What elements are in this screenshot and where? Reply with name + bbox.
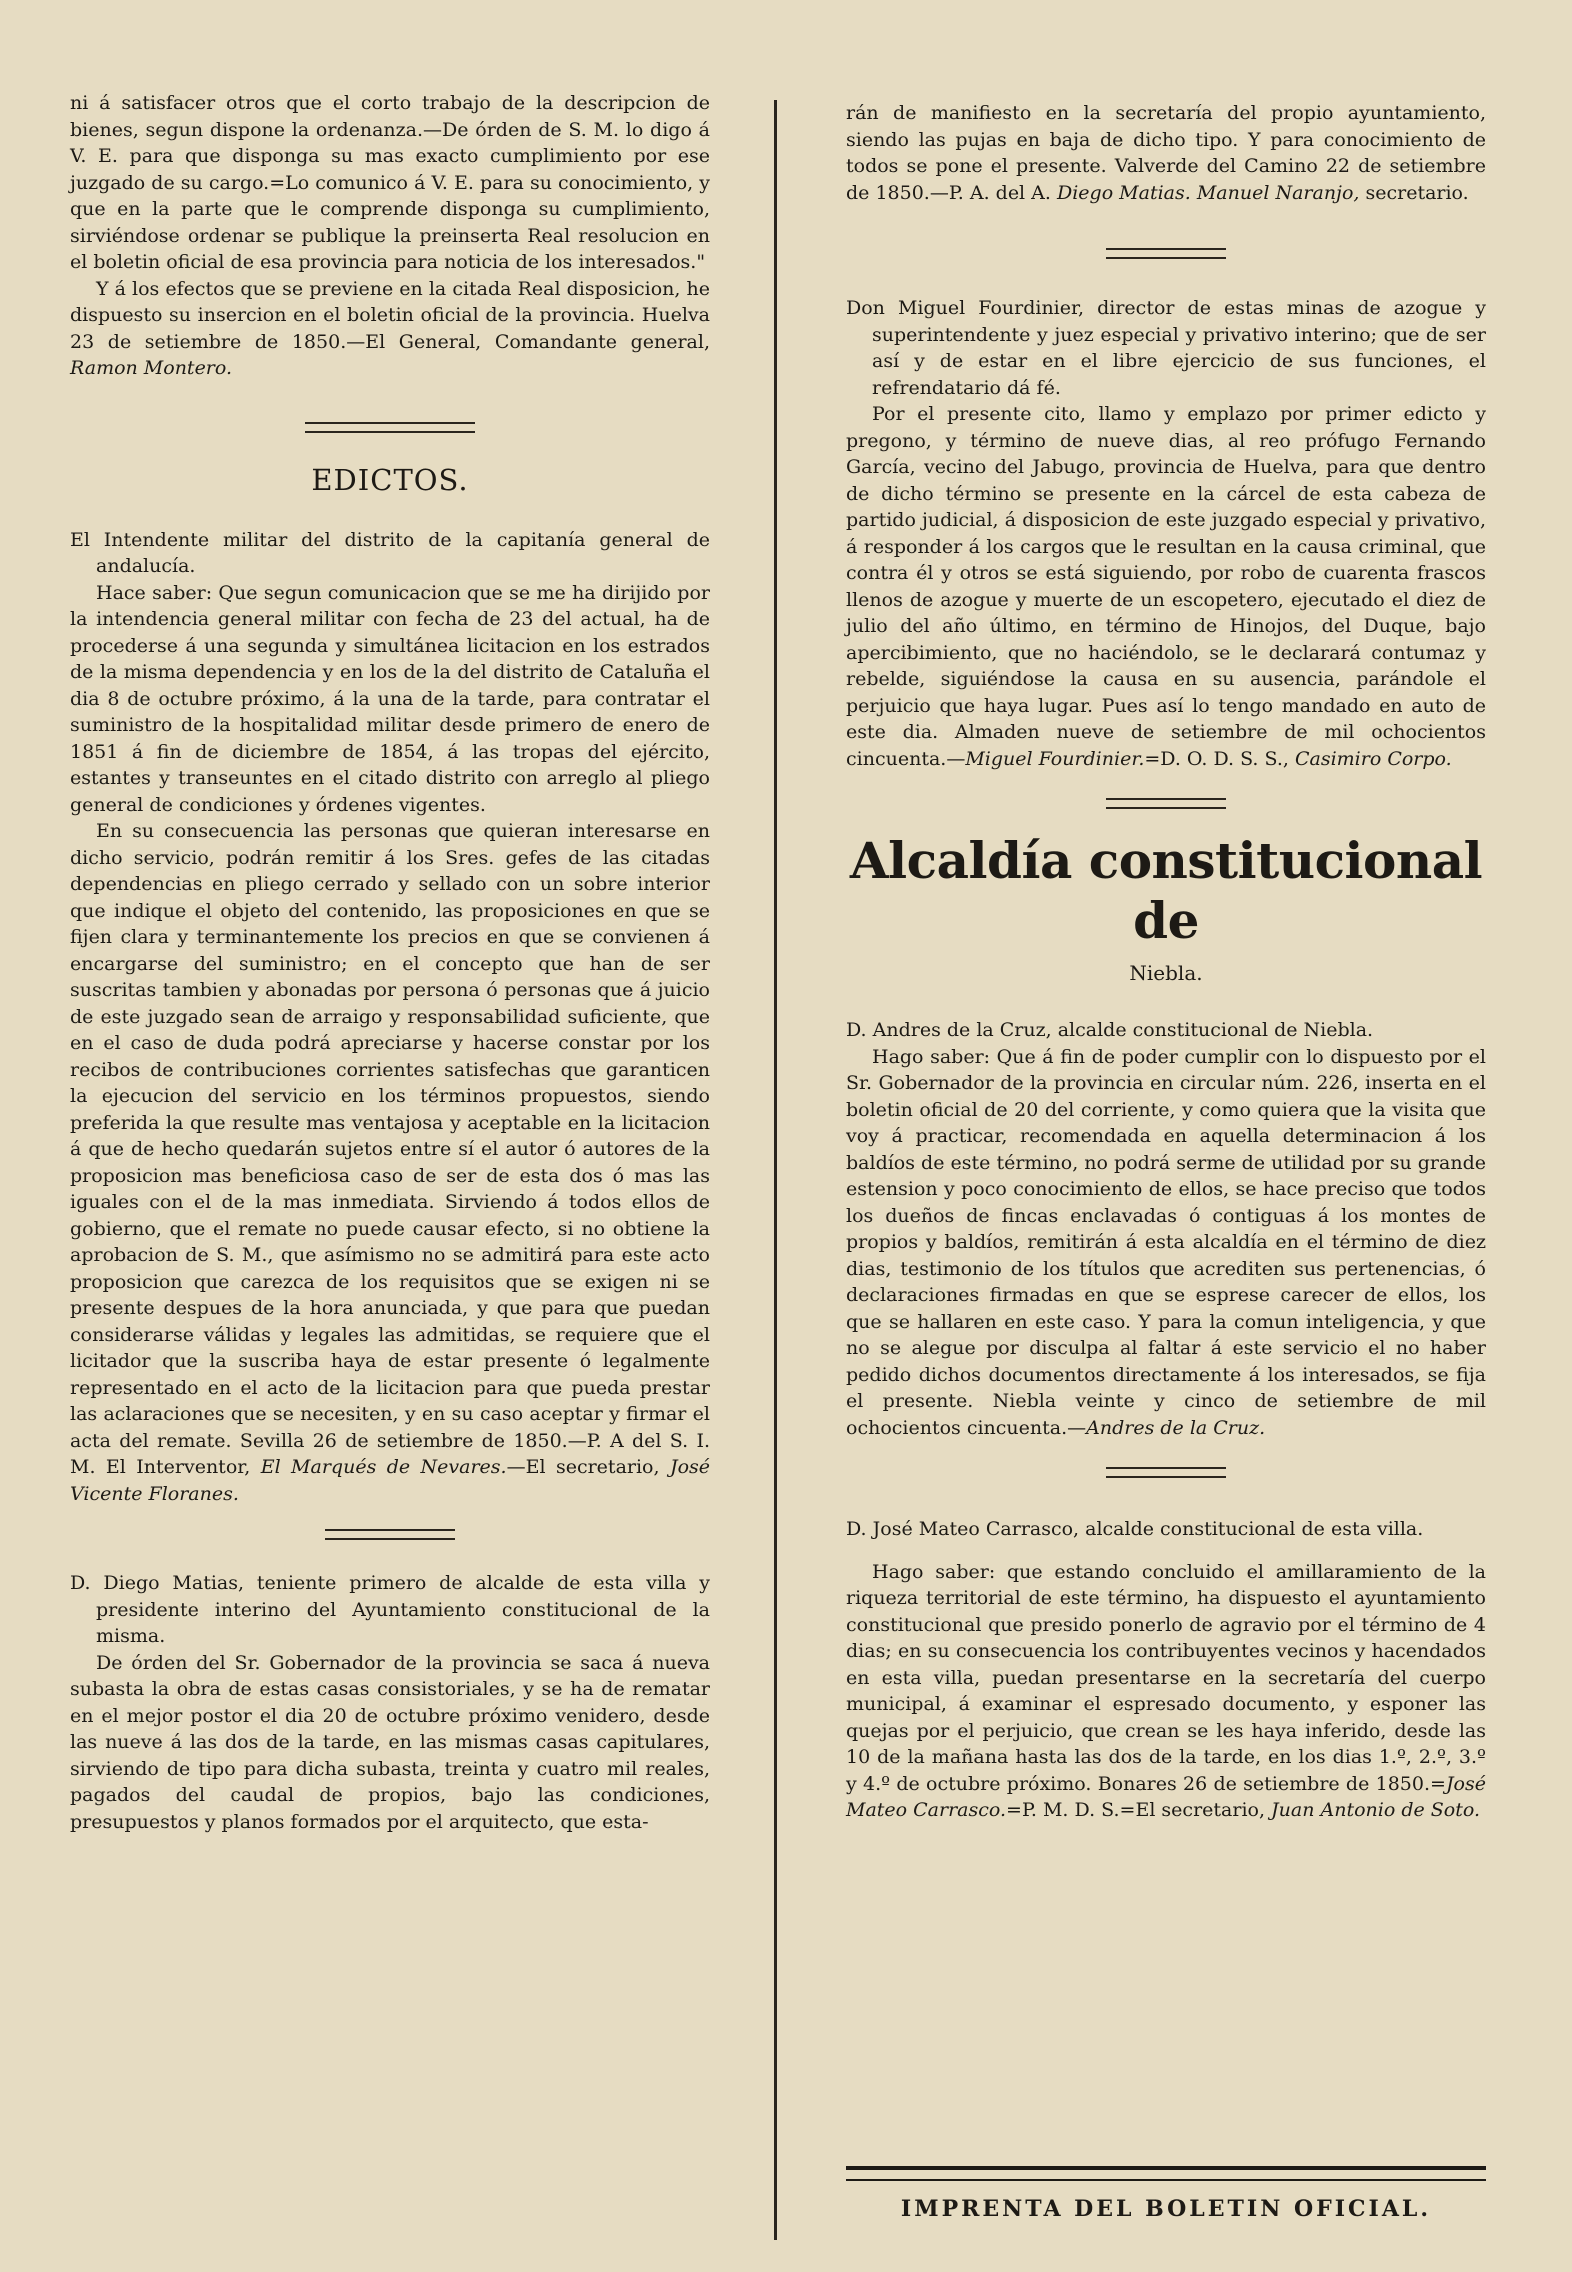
signature-corpo: Casimiro Corpo. bbox=[1294, 747, 1452, 770]
section-title-alcaldia: Alcaldía constitucional de bbox=[849, 831, 1483, 950]
signature-mateo-carrasco: José Mateo Carrasco. bbox=[846, 1772, 1486, 1821]
signature-connector: —El secretario, bbox=[506, 1456, 670, 1478]
left-column bbox=[70, 90, 710, 1835]
section-separator bbox=[70, 422, 710, 433]
paragraph-text: rán de manifiesto en la secretaría del propio ayuntamiento, siendo las pujas en baja de dicho tipo. Y para conocimiento de todos se pone el presente. Valverde del Camino 22 de setiembre de 1850.—P. A. del A. bbox=[846, 102, 1486, 204]
signature-ramon-montero: Ramon Montero. bbox=[70, 357, 233, 379]
edict-heading-mateo-carrasco: D. José Mateo Carrasco, alcalde constitucional de esta villa. bbox=[846, 1518, 1424, 1540]
edict-paragraph-text: Hago saber: que estando concluido el amillaramiento de la riqueza territorial de este término, ha dispuesto el ayuntamiento constitucional que presido ponerlo de agravio por el término de 4 dias; en su consecuencia los contribuyentes vecinos y hacendados en esta villa, puedan presentarse en la secretaría del cuerpo municipal, á examinar el espresado documento, y esponer las quejas por el perjuicio, que crean se les haya inferido, desde las 10 de la mañana hasta las dos de la tarde, en los dias 1.º, 2.º, 3.º y 4.º de octubre próximo. Bonares 26 de setiembre de 1850.= bbox=[846, 1560, 1486, 1795]
paragraph-continued bbox=[846, 100, 1486, 206]
section-subtitle-niebla: Niebla. bbox=[1129, 961, 1203, 985]
edict-paragraph bbox=[846, 401, 1486, 772]
signature-floranes: José Vicente Floranes. bbox=[70, 1456, 711, 1505]
signature-connector: =P. M. D. S.=El secretario, bbox=[1006, 1799, 1272, 1821]
section-separator bbox=[846, 1467, 1486, 1478]
section-separator bbox=[846, 248, 1486, 259]
signature-fourdinier: Miguel Fourdinier. bbox=[965, 747, 1145, 770]
edict-heading-intendente: El Intendente militar del distrito de la capitanía general de andalucía. bbox=[70, 528, 710, 577]
edict-paragraph-text: En su consecuencia las personas que quieran interesarse en dicho servicio, podrán remitir á los Sres. gefes de las citadas dependencias en pliego cerrado y sellado con un sobre interior que indique el objeto del contenido, las proposiciones en que se fijen clara y terminantemente los precios en que se convienen á encargarse del suministro; en el concepto que han de ser suscritas tambien y abonadas por persona ó personas que á juicio de este juzgado sean de arraigo y responsabilidad suficiente, que en el caso de duda podrá apreciarse y hacerse constar por los recibos de contribuciones corrientes satisfechas que garanticen la ejecucion del servicio en los términos propuestos, siendo preferida la que resulte mas ventajosa y aceptable en la licitacion á que de hecho quedarán sujetos entre sí el autor ó autores de la proposicion mas beneficiosa caso de ser de esta dos ó mas las iguales con el de la mas inmediata. Sirviendo á todos ellos de gobierno, que el remate no puede causar efecto, si no obtiene la aprobacion de S. M., que asímismo no se admitirá para este acto proposicion que carezca de los requisitos que se exigen ni se presente despues de la hora anunciada, y que para que puedan considerarse válidas y legales las admitidas, se requiere que el licitador que la suscriba haya de estar presente ó legalmente representado en el acto de la licitacion para que pueda prestar las aclaraciones que se necesiten, y en su caso aceptar y firmar el acta del remate. Sevilla 26 de setiembre de 1850.—P. A del S. I. M. El Interventor, bbox=[70, 820, 710, 1478]
signature-marques: El Marqués de Nevares. bbox=[260, 1456, 507, 1478]
section-title-edictos: EDICTOS. bbox=[311, 462, 469, 497]
paragraph-continued: ni á satisfacer otros que el corto trabajo de la descripcion de bienes, segun dispone la ordenanza.—De órden de S. M. lo digo á V. E. para que disponga su mas exacto cumplimiento por ese juzgado de su cargo.=Lo comunico á V. E. para su conocimiento, y que en la parte que le comprende disponga su cumplimiento, sirviéndose ordenar se publique la preinserta Real resolucion en el boletin oficial de esa provincia para noticia de los interesados." bbox=[70, 92, 710, 273]
column-divider bbox=[774, 100, 777, 2240]
edict-paragraph-text: Hago saber: Que á fin de poder cumplir con lo dispuesto por el Sr. Gobernador de la provincia en circular núm. 226, inserta en el boletin oficial de 20 del corriente, y como quiera que la visita que voy á practicar, recomendada en aquella determinacion á los baldíos de este término, no podrá serme de utilidad por su grande estension y poco conocimiento de ellos, se hace preciso que todos los dueños de fincas enclavadas ó contiguas á los montes de propios y baldíos, remitirán á esta alcaldía en el término de diez dias, testimonio de los títulos que acrediten sus pertenencias, ó declaraciones firmadas en que se esprese carecer de ellos, los que se hallaren en este caso. Y para la comun inteligencia, y que no se alegue por disculpa al faltar á este servicio el no haber pedido dichos documentos directamente á los interesados, se fija el presente. Niebla veinte y cinco de setiembre de mil ochocientos cincuenta.— bbox=[846, 1045, 1486, 1439]
edict-heading-fourdinier: Don Miguel Fourdinier, director de estas minas de azogue y superintendente y juez especial y privativo interino; que de ser así y de estar en el libre ejercicio de sus funciones, el refrendatario dá fé. bbox=[846, 297, 1486, 399]
signature-connector: =D. O. D. S. S., bbox=[1144, 747, 1295, 770]
edict-paragraph bbox=[846, 1559, 1486, 1824]
signature-andres-de-la-cruz: Andres de la Cruz. bbox=[1086, 1416, 1266, 1439]
edict-paragraph: Hace saber: Que segun comunicacion que se me ha dirijido por la intendencia general militar con fecha de 23 del actual, ha de procederse á una segunda y simultánea licitacion en los estrados de la misma dependencia y en los de la del distrito de Cataluña el dia 8 de octubre próximo, á la una de la tarde, para contratar el suministro de la hospitalidad militar desde primero de enero de 1851 á fin de diciembre de 1854, á las tropas del ejército, estantes y transeuntes en el citado distrito con arreglo al pliego general de condiciones y órdenes vigentes. bbox=[70, 581, 710, 816]
imprint-line: IMPRENTA DEL BOLETIN OFICIAL. bbox=[900, 2196, 1432, 2222]
paragraph-insertion-text: Y á los efectos que se previene en la citada Real disposicion, he dispuesto su insercion en el boletin oficial de la provincia. Huelva 23 de setiembre de 1850.—El General, Comandante general, bbox=[70, 277, 710, 353]
signature-diego-matias: Diego Matias. bbox=[1056, 181, 1191, 204]
edict-paragraph bbox=[846, 1044, 1486, 1442]
section-separator bbox=[846, 798, 1486, 809]
right-column bbox=[846, 100, 1486, 1824]
section-separator bbox=[70, 1529, 710, 1540]
footer-rule bbox=[846, 2166, 1486, 2181]
edict-heading-andres-de-la-cruz: D. Andres de la Cruz, alcalde constitucional de Niebla. bbox=[846, 1019, 1374, 1041]
paragraph-insertion bbox=[70, 276, 710, 382]
edict-paragraph-text: Por el presente cito, llamo y emplazo por primer edicto y pregono, y término de nueve dias, al reo prófugo Fernando García, vecino del Jabugo, provincia de Huelva, para que dentro de dicho término se presente en la cárcel de esta cabeza de partido judicial, á disposicion de este juzgado especial y privativo, á responder á los cargos que le resultan en la causa criminal, que contra él y otros se está siguiendo, por robo de cuarenta frascos llenos de azogue y muerte de un escopetero, ejecutado el diez de julio del año último, en término de Hinojos, del Duque, bajo apercibimiento, que no haciéndolo, se le declarará contumaz y rebelde, siguiéndose la causa en su ausencia, parándole el perjuicio que haya lugar. Pues así lo tengo mandado en auto de este dia. Almaden nueve de setiembre de mil ochocientos cincuenta.— bbox=[846, 403, 1486, 770]
edict-heading-diego-matias: D. Diego Matias, teniente primero de alcalde de esta villa y presidente interino del Ayuntamiento constitucional de la misma. bbox=[70, 1572, 710, 1647]
signature-naranjo: Manuel Naranjo, bbox=[1196, 181, 1360, 204]
signature-role: secretario. bbox=[1359, 181, 1469, 204]
signature-de-soto: Juan Antonio de Soto. bbox=[1271, 1799, 1481, 1821]
edict-paragraph bbox=[70, 818, 710, 1507]
edict-paragraph: De órden del Sr. Gobernador de la provincia se saca á nueva subasta la obra de estas casas consistoriales, y se ha de rematar en el mejor postor el dia 20 de octubre próximo venidero, desde las nueve á las dos de la tarde, en las mismas casas capitulares, sirviendo de tipo para dicha subasta, treinta y cuatro mil reales, pagados del caudal de propios, bajo las condiciones, presupuestos y planos formados por el arquitecto, que esta- bbox=[70, 1651, 710, 1833]
